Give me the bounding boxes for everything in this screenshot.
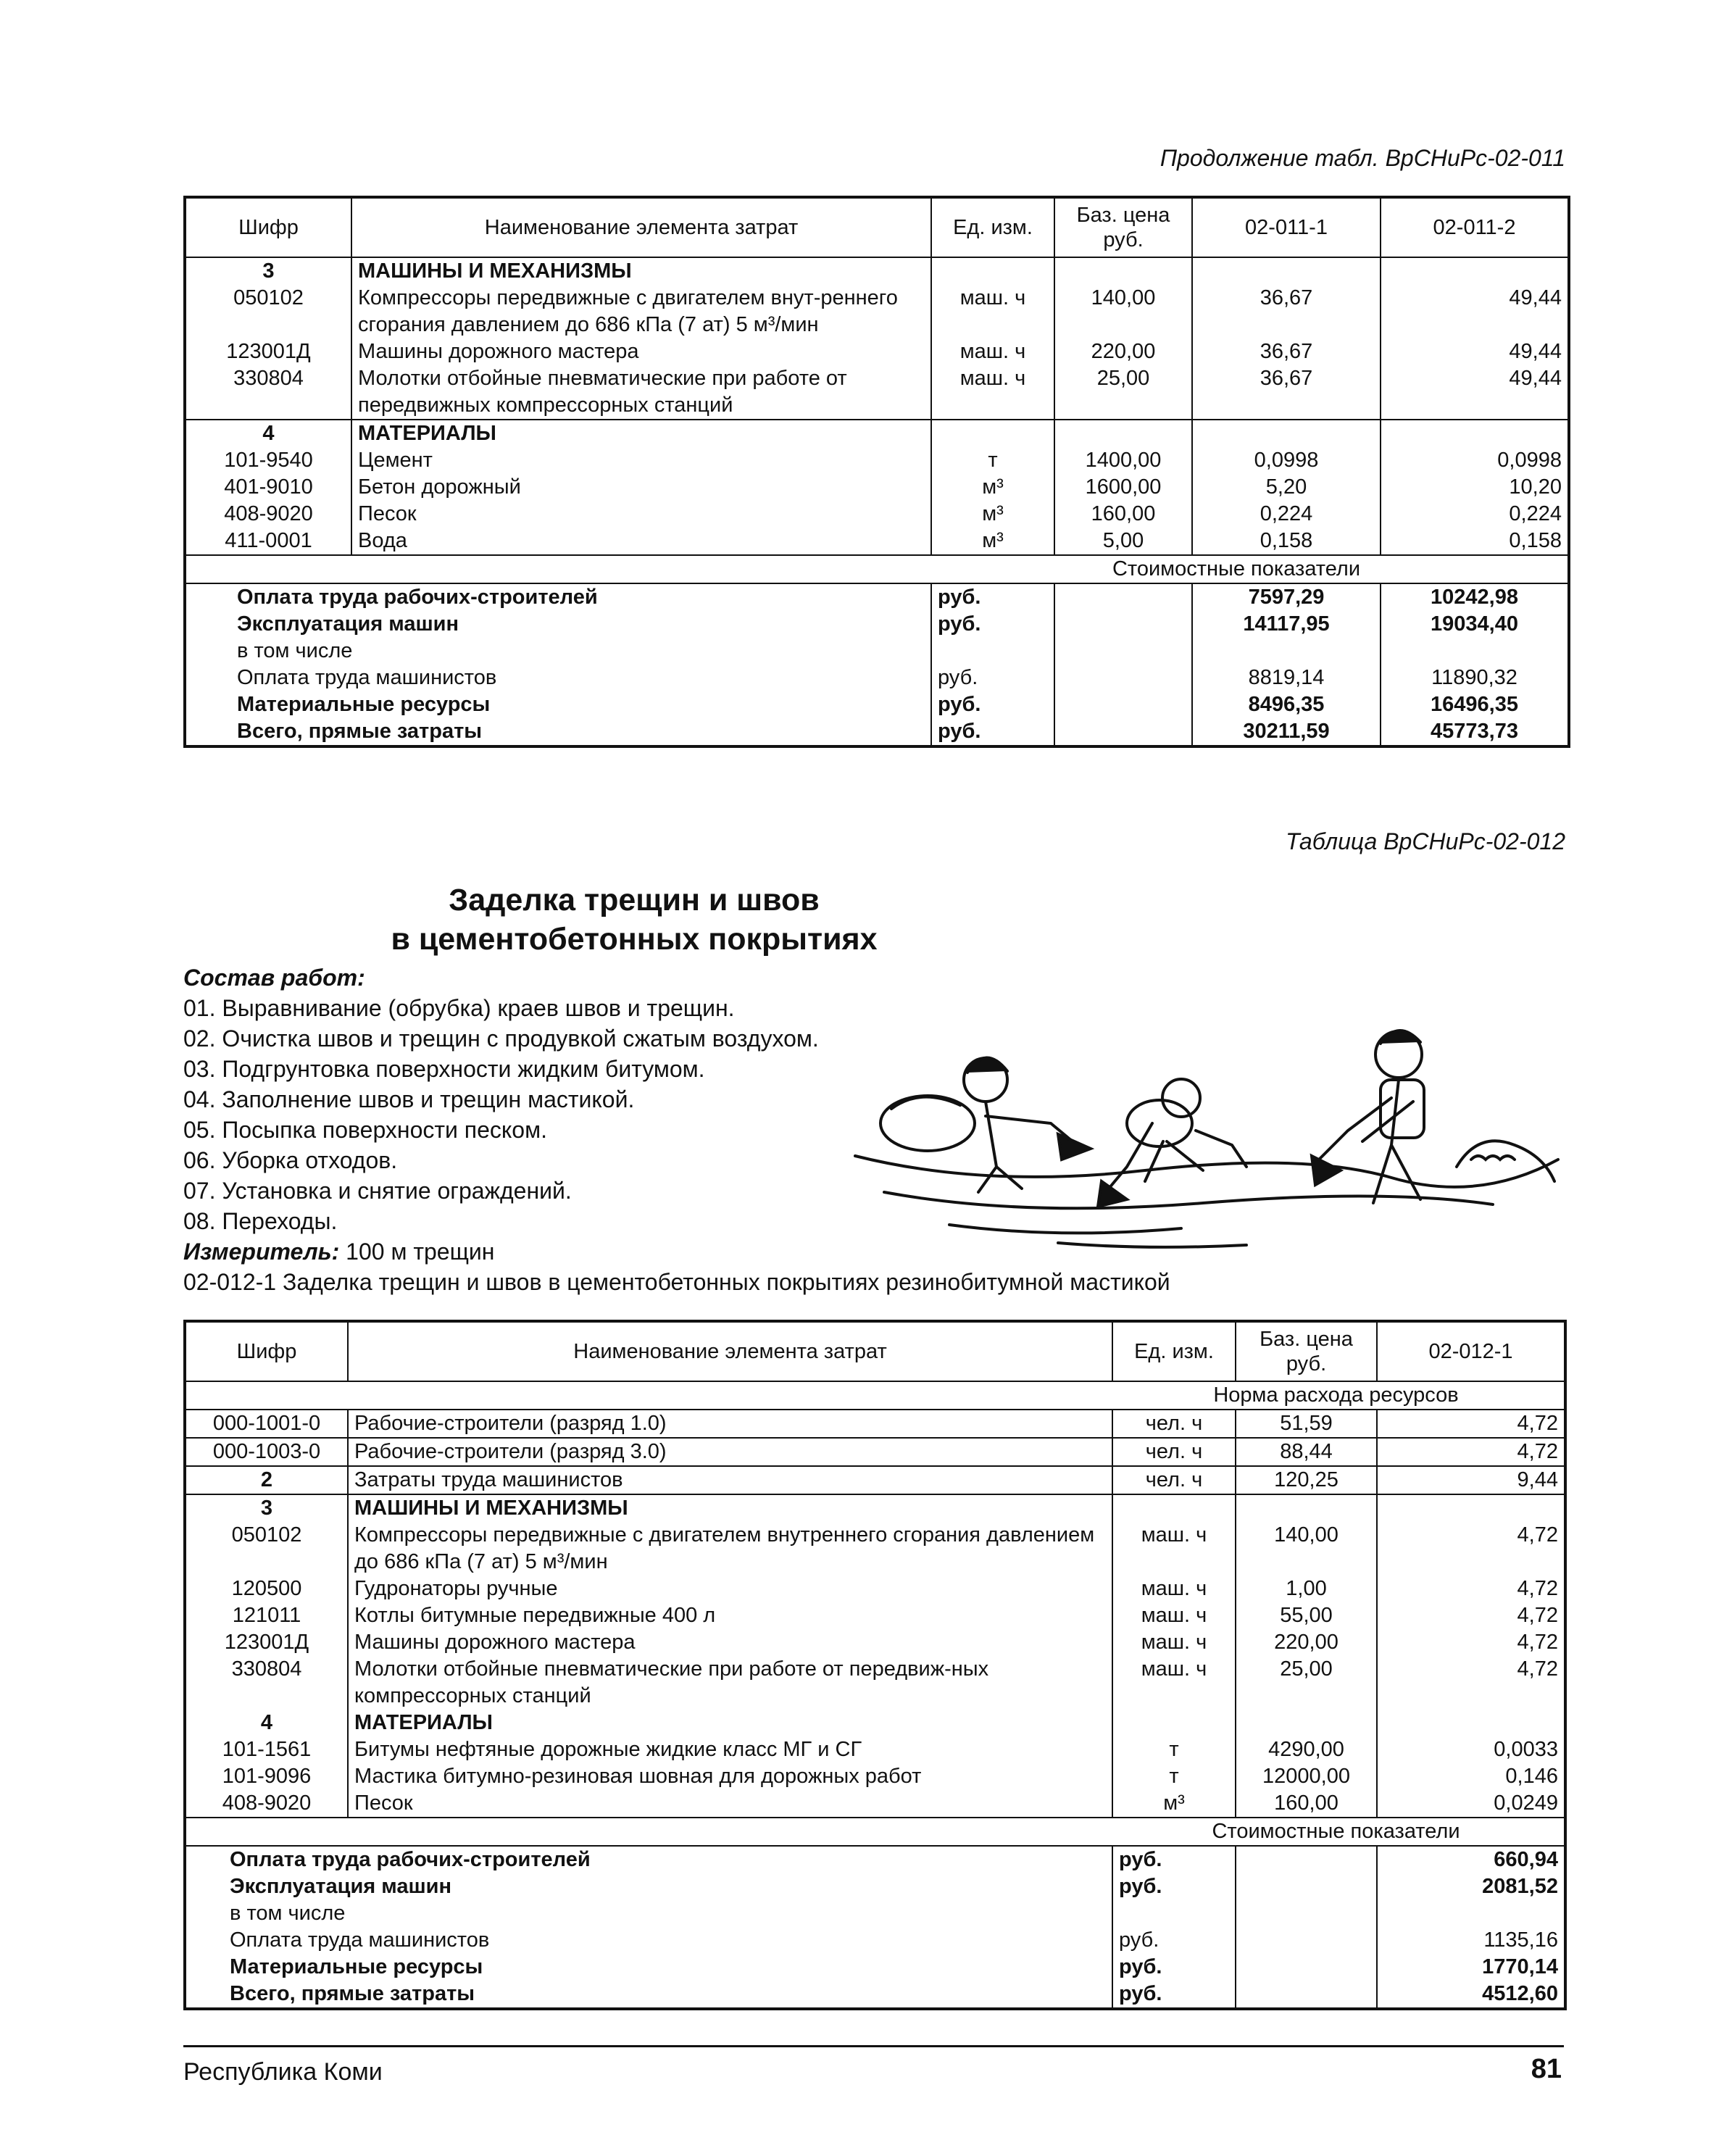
- norm2-cell: 49,44: [1381, 365, 1569, 420]
- norm1-cell: 0,0033: [1377, 1736, 1565, 1763]
- code-cell: 101-1561: [222, 1738, 312, 1761]
- cost-unit: руб.: [931, 583, 1054, 611]
- work-item: 03. Подгрунтовка поверхности жидким битумом.: [183, 1056, 705, 1082]
- cost-unit: руб.: [1112, 1873, 1236, 1900]
- section-code: 3: [185, 1494, 348, 1522]
- name-cell: Мастика битумно-резиновая шовная для дорожных работ: [348, 1763, 1112, 1790]
- cost-row: [185, 638, 1569, 665]
- norm-label-row: [185, 1381, 1565, 1410]
- meter-value: 100 м трещин: [346, 1239, 495, 1265]
- table-row: [185, 447, 1569, 474]
- cost-v1: 1135,16: [1377, 1927, 1565, 1954]
- header-code: Шифр: [185, 197, 351, 257]
- price-cell: 4290,00: [1236, 1736, 1377, 1763]
- empty-cell: [1054, 638, 1192, 665]
- page-number: 81: [1531, 2054, 1562, 2084]
- cost-v1: 660,94: [1377, 1846, 1565, 1873]
- price-cell: 220,00: [1236, 1629, 1377, 1656]
- cost-v1: 7597,29: [1192, 583, 1381, 611]
- norm1-cell: 4,72: [1377, 1438, 1565, 1466]
- cost-name: в том числе: [230, 1902, 346, 1925]
- table-row: [185, 1736, 1565, 1763]
- name-cell: Бетон дорожный: [351, 474, 931, 501]
- cost-v2: 10242,98: [1381, 583, 1569, 611]
- title-line-2: в цементобетонных покрытиях: [391, 922, 878, 957]
- price-cell: 51,59: [1236, 1410, 1377, 1438]
- cost-name: Эксплуатация машин: [237, 612, 459, 636]
- workers-illustration: [841, 1015, 1565, 1254]
- header-name: Наименование элемента затрат: [351, 197, 931, 257]
- empty-cell: [1054, 420, 1192, 447]
- cost-unit: [1112, 1900, 1236, 1927]
- code-cell: 101-9540: [224, 449, 313, 472]
- table-header-row: [185, 1321, 1565, 1381]
- empty-cell: [1054, 665, 1192, 691]
- cost-row: [185, 718, 1569, 746]
- code-cell: 101-9096: [222, 1765, 312, 1788]
- norm1-cell: 0,146: [1377, 1763, 1565, 1790]
- works-label: Состав работ:: [183, 965, 365, 991]
- empty-cell: [1192, 257, 1381, 285]
- empty-cell: [1236, 1494, 1377, 1522]
- table-row: [185, 1763, 1565, 1790]
- unit-cell: м³: [1112, 1790, 1236, 1818]
- name-cell: Котлы битумные передвижные 400 л: [348, 1602, 1112, 1629]
- unit-cell: маш. ч: [1112, 1656, 1236, 1710]
- code-cell: 2: [260, 1468, 273, 1491]
- table-row: [185, 1522, 1565, 1576]
- work-item: 06. Уборка отходов.: [183, 1147, 398, 1173]
- cost-v2: 11890,32: [1381, 665, 1569, 691]
- norm1-cell: 0,158: [1192, 528, 1381, 555]
- empty-cell: [1236, 1873, 1377, 1900]
- cost-unit: руб.: [1112, 1981, 1236, 2009]
- price-cell: 1400,00: [1054, 447, 1192, 474]
- name-cell: Компрессоры передвижные с двигателем внутреннего сгорания давлением до 686 кПа (7 ат) 5 м³/мин: [348, 1522, 1112, 1576]
- cost-v1: [1377, 1900, 1565, 1927]
- name-cell: Компрессоры передвижные с двигателем внут-реннего сгорания давлением до 686 кПа (7 ат) 5 м³/мин: [351, 285, 931, 338]
- name-cell: Битумы нефтяные дорожные жидкие класс МГ и СГ: [348, 1736, 1112, 1763]
- table-02-012: [183, 1320, 1567, 2010]
- norm2-cell: 0,0998: [1381, 447, 1569, 474]
- work-item: 07. Установка и снятие ограждений.: [183, 1178, 572, 1204]
- unit-cell: т: [1112, 1763, 1236, 1790]
- cost-v1: 30211,59: [1192, 718, 1381, 746]
- empty-cell: [1054, 691, 1192, 718]
- unit-cell: маш. ч: [1112, 1576, 1236, 1602]
- cost-label: Стоимостные показатели: [185, 1818, 1565, 1846]
- price-cell: 1600,00: [1054, 474, 1192, 501]
- code-cell: 401-9010: [224, 475, 313, 499]
- code-cell: 330804: [233, 367, 304, 390]
- name-cell: Машины дорожного мастера: [348, 1629, 1112, 1656]
- name-cell: Песок: [351, 501, 931, 528]
- cost-unit: руб.: [1112, 1927, 1236, 1954]
- empty-cell: [1112, 1494, 1236, 1522]
- norm2-cell: 0,224: [1381, 501, 1569, 528]
- table-row: [185, 1629, 1565, 1656]
- cost-v2: 45773,73: [1381, 718, 1569, 746]
- name-cell: Рабочие-строители (разряд 1.0): [348, 1410, 1112, 1438]
- norm1-cell: 4,72: [1377, 1522, 1565, 1576]
- empty-cell: [1377, 1710, 1565, 1736]
- cost-row: [185, 1873, 1565, 1900]
- empty-cell: [1381, 257, 1569, 285]
- cost-label: Стоимостные показатели: [185, 555, 1569, 583]
- unit-cell: м³: [931, 528, 1054, 555]
- cost-row: [185, 611, 1569, 638]
- norm1-cell: 9,44: [1377, 1466, 1565, 1494]
- header-norm-1: 02-011-1: [1192, 197, 1381, 257]
- table-row: [185, 1656, 1565, 1710]
- continuation-caption: Продолжение табл. ВрСНиРс-02-011: [1159, 145, 1565, 171]
- unit-cell: т: [931, 447, 1054, 474]
- name-cell: Машины дорожного мастера: [351, 338, 931, 365]
- cost-name: Всего, прямые затраты: [230, 1982, 475, 2005]
- cost-name: Оплата труда рабочих-строителей: [237, 586, 598, 609]
- cost-unit: руб.: [931, 691, 1054, 718]
- empty-cell: [1236, 1710, 1377, 1736]
- section-row: [185, 257, 1569, 285]
- unit-cell: маш. ч: [1112, 1602, 1236, 1629]
- table-row: [185, 1410, 1565, 1438]
- cost-unit: руб.: [931, 665, 1054, 691]
- table-row: [185, 1466, 1565, 1494]
- norm1-cell: 0,0249: [1377, 1790, 1565, 1818]
- empty-cell: [1192, 420, 1381, 447]
- price-cell: 88,44: [1236, 1438, 1377, 1466]
- cost-v1: 1770,14: [1377, 1954, 1565, 1981]
- header-price: Баз. цена руб.: [1236, 1321, 1377, 1381]
- price-cell: 25,00: [1236, 1656, 1377, 1710]
- cost-name: Всего, прямые затраты: [237, 720, 483, 743]
- code-cell: 121011: [232, 1604, 301, 1627]
- code-cell: 050102: [231, 1523, 302, 1547]
- cost-label-row: [185, 1818, 1565, 1846]
- empty-cell: [1236, 1900, 1377, 1927]
- unit-cell: т: [1112, 1736, 1236, 1763]
- empty-cell: [1236, 1846, 1377, 1873]
- header-unit: Ед. изм.: [931, 197, 1054, 257]
- price-cell: 160,00: [1054, 501, 1192, 528]
- cost-name: Материальные ресурсы: [237, 693, 491, 716]
- header-unit: Ед. изм.: [1112, 1321, 1236, 1381]
- code-cell: 123001Д: [226, 340, 311, 363]
- unit-cell: маш. ч: [931, 285, 1054, 338]
- footer-region: Республика Коми: [183, 2058, 383, 2086]
- code-cell: 330804: [231, 1657, 302, 1681]
- unit-cell: маш. ч: [931, 338, 1054, 365]
- unit-cell: маш. ч: [1112, 1522, 1236, 1576]
- empty-cell: [1236, 1927, 1377, 1954]
- norm1-cell: 36,67: [1192, 365, 1381, 420]
- header-price: Баз. цена руб.: [1054, 197, 1192, 257]
- name-cell: Затраты труда машинистов: [348, 1466, 1112, 1494]
- table-row: [185, 1576, 1565, 1602]
- cost-v1: 14117,95: [1192, 611, 1381, 638]
- unit-cell: чел. ч: [1112, 1466, 1236, 1494]
- norm-label: Норма расхода ресурсов: [185, 1381, 1565, 1410]
- price-cell: 220,00: [1054, 338, 1192, 365]
- footer-rule: [183, 2045, 1564, 2047]
- header-name: Наименование элемента затрат: [348, 1321, 1112, 1381]
- name-cell: Цемент: [351, 447, 931, 474]
- table-row: [185, 338, 1569, 365]
- section-code: 4: [260, 1711, 273, 1734]
- cost-v1: [1192, 638, 1381, 665]
- cost-unit: руб.: [1112, 1954, 1236, 1981]
- work-item: 02. Очистка швов и трещин с продувкой сжатым воздухом.: [183, 1025, 819, 1052]
- empty-cell: [931, 257, 1054, 285]
- norm2-cell: 10,20: [1381, 474, 1569, 501]
- unit-cell: м³: [931, 474, 1054, 501]
- table-row: [185, 474, 1569, 501]
- cost-name: Оплата труда рабочих-строителей: [230, 1848, 591, 1871]
- price-cell: 55,00: [1236, 1602, 1377, 1629]
- section-row: [185, 420, 1569, 447]
- section-row: [185, 1494, 1565, 1522]
- table-header-row: [185, 197, 1569, 257]
- norm2-cell: 49,44: [1381, 285, 1569, 338]
- norm2-cell: 0,158: [1381, 528, 1569, 555]
- cost-name: Оплата труда машинистов: [230, 1928, 490, 1952]
- table-row: [185, 501, 1569, 528]
- norm1-cell: 36,67: [1192, 338, 1381, 365]
- cost-row: [185, 1846, 1565, 1873]
- empty-cell: [1054, 583, 1192, 611]
- norm1-cell: 0,224: [1192, 501, 1381, 528]
- name-cell: Гудронаторы ручные: [348, 1576, 1112, 1602]
- table-row: [185, 1790, 1565, 1818]
- section-title: [217, 881, 1051, 959]
- empty-cell: [1377, 1494, 1565, 1522]
- cost-v1: 2081,52: [1377, 1873, 1565, 1900]
- name-cell: Рабочие-строители (разряд 3.0): [348, 1438, 1112, 1466]
- section-name: МАШИНЫ И МЕХАНИЗМЫ: [348, 1494, 1112, 1522]
- norm1-cell: 4,72: [1377, 1602, 1565, 1629]
- unit-cell: маш. ч: [931, 365, 1054, 420]
- table-02-011: [183, 196, 1570, 748]
- price-cell: 1,00: [1236, 1576, 1377, 1602]
- norm1-cell: 4,72: [1377, 1410, 1565, 1438]
- table-row: [185, 528, 1569, 555]
- cost-label-row: [185, 555, 1569, 583]
- cost-row: [185, 1981, 1565, 2009]
- code-cell: 408-9020: [222, 1791, 312, 1815]
- empty-cell: [1112, 1710, 1236, 1736]
- section-row: [185, 1710, 1565, 1736]
- cost-v1: 8819,14: [1192, 665, 1381, 691]
- unit-cell: чел. ч: [1112, 1410, 1236, 1438]
- norm-line: 02-012-1 Заделка трещин и швов в цементобетонных покрытиях резинобитумной мастикой: [183, 1269, 1170, 1295]
- header-norm-2: 02-011-2: [1381, 197, 1569, 257]
- code-cell: 123001Д: [224, 1631, 309, 1654]
- cost-name: Оплата труда машинистов: [237, 666, 497, 689]
- work-item: 05. Посыпка поверхности песком.: [183, 1117, 547, 1143]
- cost-row: [185, 1954, 1565, 1981]
- table-row: [185, 1438, 1565, 1466]
- norm1-cell: 5,20: [1192, 474, 1381, 501]
- cost-v1: 4512,60: [1377, 1981, 1565, 2009]
- empty-cell: [1054, 718, 1192, 746]
- cost-row: [185, 665, 1569, 691]
- unit-cell: чел. ч: [1112, 1438, 1236, 1466]
- cost-v2: 16496,35: [1381, 691, 1569, 718]
- header-norm-1: 02-012-1: [1377, 1321, 1565, 1381]
- cost-name: Эксплуатация машин: [230, 1875, 452, 1898]
- price-cell: 120,25: [1236, 1466, 1377, 1494]
- cost-unit: руб.: [1112, 1846, 1236, 1873]
- cost-row: [185, 583, 1569, 611]
- cost-v1: 8496,35: [1192, 691, 1381, 718]
- price-cell: 140,00: [1054, 285, 1192, 338]
- cost-unit: [931, 638, 1054, 665]
- empty-cell: [1236, 1981, 1377, 2009]
- cost-v2: [1381, 638, 1569, 665]
- section-name: МАТЕРИАЛЫ: [348, 1710, 1112, 1736]
- norm2-cell: 49,44: [1381, 338, 1569, 365]
- code-cell: 000-1001-0: [185, 1410, 348, 1438]
- empty-cell: [1381, 420, 1569, 447]
- table2-caption: Таблица ВрСНиРс-02-012: [1286, 828, 1565, 854]
- norm1-cell: 4,72: [1377, 1629, 1565, 1656]
- norm1-cell: 36,67: [1192, 285, 1381, 338]
- norm1-cell: 4,72: [1377, 1656, 1565, 1710]
- name-cell: Молотки отбойные пневматические при работе от передвиж-ных компрессорных станций: [348, 1656, 1112, 1710]
- table-row: [185, 285, 1569, 338]
- cost-unit: руб.: [931, 718, 1054, 746]
- meter-label: Измеритель:: [183, 1239, 340, 1265]
- cost-row: [185, 691, 1569, 718]
- code-cell: 000-1003-0: [185, 1438, 348, 1466]
- name-cell: Вода: [351, 528, 931, 555]
- unit-cell: м³: [931, 501, 1054, 528]
- code-cell: 050102: [233, 286, 304, 309]
- price-cell: 25,00: [1054, 365, 1192, 420]
- name-cell: Песок: [348, 1790, 1112, 1818]
- norm1-cell: 0,0998: [1192, 447, 1381, 474]
- price-cell: 5,00: [1054, 528, 1192, 555]
- empty-cell: [1054, 611, 1192, 638]
- work-item: 08. Переходы.: [183, 1208, 338, 1234]
- work-item: 04. Заполнение швов и трещин мастикой.: [183, 1086, 635, 1112]
- price-cell: 12000,00: [1236, 1763, 1377, 1790]
- price-cell: 160,00: [1236, 1790, 1377, 1818]
- code-cell: 411-0001: [225, 529, 312, 552]
- table-row: [185, 365, 1569, 420]
- header-code: Шифр: [185, 1321, 348, 1381]
- empty-cell: [1054, 257, 1192, 285]
- code-cell: 408-9020: [224, 502, 313, 525]
- name-cell: Молотки отбойные пневматические при работе от передвижных компрессорных станций: [351, 365, 931, 420]
- section-name: МАШИНЫ И МЕХАНИЗМЫ: [351, 257, 931, 285]
- norm1-cell: 4,72: [1377, 1576, 1565, 1602]
- code-cell: 120500: [231, 1577, 302, 1600]
- table-row: [185, 1602, 1565, 1629]
- cost-row: [185, 1900, 1565, 1927]
- empty-cell: [1236, 1954, 1377, 1981]
- price-cell: 140,00: [1236, 1522, 1377, 1576]
- section-name: МАТЕРИАЛЫ: [351, 420, 931, 447]
- section-code: 3: [185, 257, 351, 285]
- cost-name: в том числе: [237, 639, 353, 662]
- unit-cell: маш. ч: [1112, 1629, 1236, 1656]
- cost-row: [185, 1927, 1565, 1954]
- section-code: 4: [185, 420, 351, 447]
- work-item: 01. Выравнивание (обрубка) краев швов и трещин.: [183, 995, 735, 1021]
- title-line-1: Заделка трещин и швов: [449, 883, 820, 917]
- empty-cell: [931, 420, 1054, 447]
- cost-unit: руб.: [931, 611, 1054, 638]
- cost-name: Материальные ресурсы: [230, 1955, 483, 1978]
- cost-v2: 19034,40: [1381, 611, 1569, 638]
